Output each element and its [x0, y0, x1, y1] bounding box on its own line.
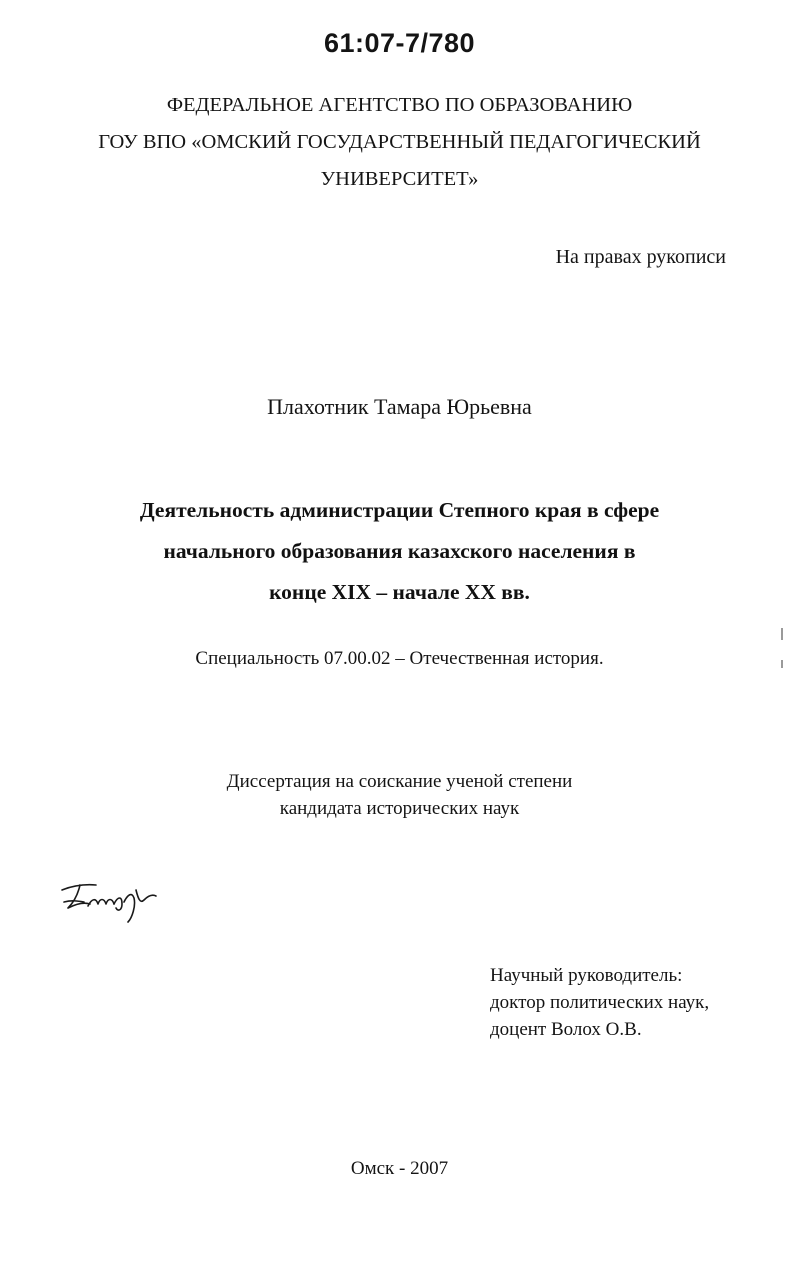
organization-line-university-cont: УНИВЕРСИТЕТ»	[320, 168, 479, 190]
organization-line-university: ГОУ ВПО «ОМСКИЙ ГОСУДАРСТВЕННЫЙ ПЕДАГОГИЧЕСКИЙ	[98, 131, 701, 153]
scan-artifact-mark	[781, 628, 783, 640]
city-year: Омск - 2007	[350, 1158, 449, 1179]
supervisor-name: доцент Волох О.В.	[490, 1019, 642, 1040]
author-name: Плахотник Тамара Юрьевна	[267, 394, 532, 419]
title-line-3: конце XIX – начале XX вв.	[269, 580, 530, 604]
catalog-number: 61:07-7/780	[323, 28, 476, 58]
dissertation-statement	[0, 768, 799, 822]
organization-header	[0, 87, 799, 198]
organization-line-agency: ФЕДЕРАЛЬНОЕ АГЕНТСТВО ПО ОБРАЗОВАНИЮ	[166, 94, 633, 116]
dissertation-title	[0, 490, 799, 613]
title-line-2: начального образования казахского населения в	[163, 539, 636, 563]
specialty-line: Специальность 07.00.02 – Отечественная история.	[195, 648, 604, 669]
supervisor-degree: доктор политических наук,	[490, 992, 710, 1013]
dissertation-line-2: кандидата исторических наук	[279, 798, 520, 819]
manuscript-note: На правах рукописи	[555, 246, 726, 268]
scan-artifact-mark	[781, 660, 783, 668]
title-line-1: Деятельность администрации Степного края в сфере	[139, 498, 660, 522]
scientific-supervisor	[490, 962, 709, 1043]
handwritten-signature	[58, 868, 158, 928]
dissertation-line-1: Диссертация на соискание ученой степени	[226, 771, 573, 792]
supervisor-label: Научный руководитель:	[490, 965, 683, 986]
